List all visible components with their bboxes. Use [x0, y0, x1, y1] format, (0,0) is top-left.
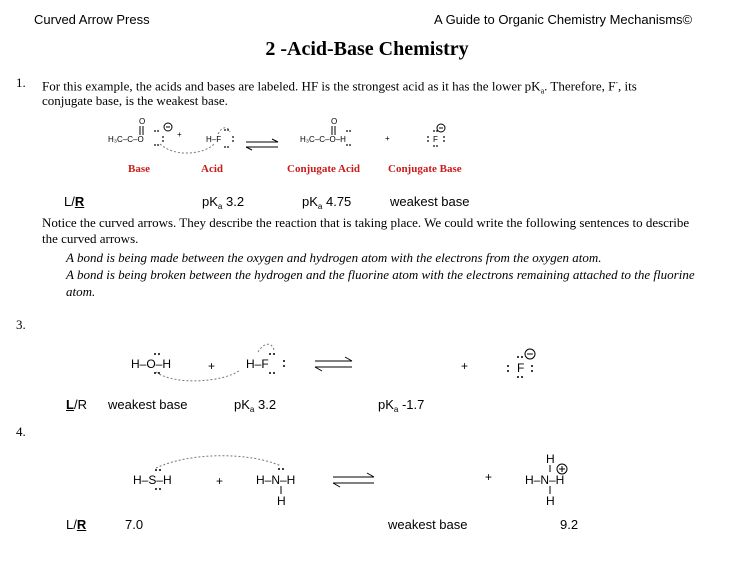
problem-1-pka-conjugate: $pK_a$ 4.75 [302, 194, 352, 211]
acetate-carbonyl-o: O [139, 117, 146, 126]
notice-line2: the curved arrows. [42, 231, 139, 246]
problem-3-equilibrium-label: L/R [66, 397, 87, 412]
problem-4-number: 4. [16, 424, 26, 439]
explanation-bond-made: A bond is being made between the oxygen and hydrogen atom with the electrons from the oxygen atom. [66, 250, 602, 265]
equilibrium-arrow-3 [315, 357, 352, 371]
problem-1-weakest-base: weakest base [390, 194, 470, 209]
problem-3-weakest-base: weakest base [108, 397, 188, 412]
ammonia-structure: H–N–H [256, 473, 296, 487]
label-conjugate-acid: Conjugate Acid [287, 163, 361, 175]
curved-arrow-p4 [156, 456, 281, 468]
hf-structure: H–F [206, 135, 222, 144]
problem-3-number: 3. [16, 317, 26, 332]
plus-sign-4b: + [485, 470, 493, 484]
problem-4-equilibrium-label: L/R [66, 517, 87, 532]
hf-structure-3: H–F [246, 357, 269, 371]
curved-arrow-p3-b [258, 344, 274, 352]
problem-1-intro-line2: conjugate base, is the weakest base. [42, 93, 228, 108]
equilibrium-arrow-1 [246, 139, 278, 150]
acetic-acid-structure: H₃C–C–O–H [300, 135, 346, 144]
ammonium-structure: H–N–H [525, 473, 565, 487]
problem-1-number: 1. [16, 75, 26, 90]
curved-arrow-p1-a [160, 144, 214, 153]
notice-line1: Notice the curved arrows. They describe the reaction that is taking place. We could write the following sentences to describe [42, 215, 690, 230]
equilibrium-arrow-4 [333, 473, 374, 487]
ammonia-bottom-h: H [277, 494, 286, 508]
plus-sign-3b: + [461, 359, 469, 373]
publisher-name: Curved Arrow Press [34, 12, 150, 27]
fluoride-structure-3: F [517, 361, 525, 375]
problem-4-weakest-base: weakest base [388, 517, 468, 532]
h2s-structure: H–S–H [133, 473, 172, 487]
problem-4-value-acid: 7.0 [125, 517, 144, 532]
plus-sign-1a: + [177, 130, 182, 139]
problem-3-pka-acid: $pK_a$ 3.2 [234, 397, 277, 414]
label-acid: Acid [201, 163, 223, 175]
ammonium-bottom-h: H [546, 494, 555, 508]
curved-arrow-p3-a [156, 370, 240, 381]
water-structure: H–O–H [131, 357, 172, 371]
problem-3-pka-conjugate: $pK_a$ -1.7 [378, 397, 425, 414]
fluoride-structure: F [433, 135, 438, 144]
label-conjugate-base: Conjugate Base [388, 163, 462, 175]
explanation-bond-broken-cont: atom. [66, 284, 96, 299]
problem-4-value-conjugate: 9.2 [560, 517, 579, 532]
page-title: 2 -Acid-Base Chemistry [265, 38, 469, 60]
problem-1-pka-acid: $pK_a$ 3.2 [202, 194, 245, 211]
label-base: Base [128, 163, 150, 175]
acetic-carbonyl-o: O [331, 117, 338, 126]
plus-sign-3a: + [208, 359, 216, 373]
guide-title: A Guide to Organic Chemistry Mechanisms© [434, 12, 693, 27]
plus-sign-1b: + [385, 134, 390, 143]
problem-1-intro-line1: For this example, the acids and bases are labeled. HF is the strongest acid as it has the lower $pK_a$. Therefore, F-, its [42, 78, 637, 96]
acetate-structure: H₃C–C–O [108, 135, 144, 144]
explanation-bond-broken: A bond is being broken between the hydrogen and the fluorine atom with the electrons remaining attached to the fluorine [66, 267, 695, 282]
plus-sign-4a: + [216, 474, 224, 488]
ammonium-top-h: H [546, 452, 555, 466]
problem-1-equilibrium-label: L/R [64, 194, 85, 209]
